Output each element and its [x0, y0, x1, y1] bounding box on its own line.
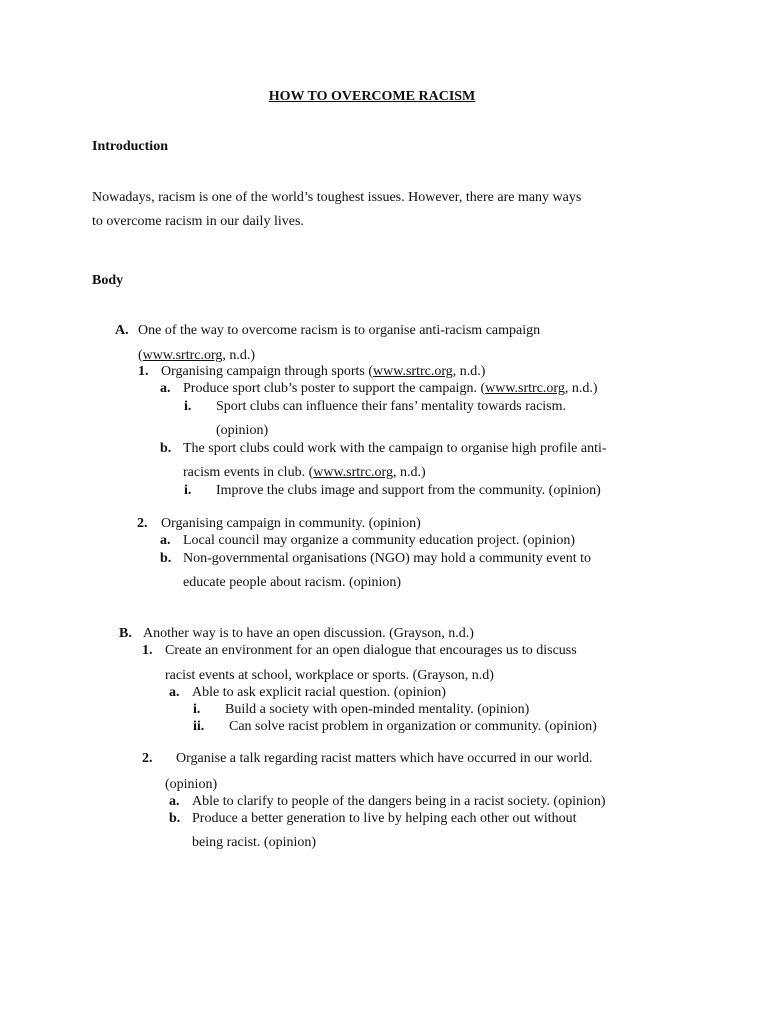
- section-b-marker: B.: [119, 626, 132, 641]
- a1b-line-1: The sport clubs could work with the campaign to organise high profile anti-: [183, 441, 607, 456]
- section-b-text: Another way is to have an open discussion. (Grayson, n.d.): [143, 626, 474, 641]
- section-a-line-2: [138, 348, 255, 364]
- srtrc-link[interactable]: www.srtrc.org: [313, 465, 393, 480]
- intro-heading: Introduction: [92, 139, 168, 154]
- b1ai-marker: i.: [193, 702, 201, 717]
- b2b-line-1: Produce a better generation to live by helping each other out without: [192, 811, 577, 826]
- b1-line-1: Create an environment for an open dialogue that encourages us to discuss: [165, 643, 577, 658]
- section-a-marker: A.: [115, 323, 129, 338]
- b1-marker: 1.: [142, 643, 153, 658]
- a1-text: [161, 364, 485, 380]
- section-a-line-2-post: , n.d.): [222, 348, 256, 363]
- a1-post: , n.d.): [452, 364, 486, 379]
- body-heading: Body: [92, 273, 124, 288]
- a2a-marker: a.: [160, 533, 171, 548]
- a1a-marker: a.: [160, 381, 171, 396]
- b1ai-text: Build a society with open-minded mentality. (opinion): [225, 702, 530, 717]
- a1-pre: Organising campaign through sports (: [161, 364, 374, 379]
- a2-text: Organising campaign in community. (opinion): [161, 516, 421, 531]
- document-title: HOW TO OVERCOME RACISM: [268, 89, 476, 104]
- a1-marker: 1.: [138, 364, 149, 379]
- a1b-marker: b.: [160, 441, 172, 456]
- b2a-text: Able to clarify to people of the dangers being in a racist society. (opinion): [192, 794, 606, 809]
- a2b-marker: b.: [160, 551, 172, 566]
- a1ai-line-1: Sport clubs can influence their fans’ mentality towards racism.: [216, 399, 567, 414]
- b1a-marker: a.: [169, 685, 180, 700]
- srtrc-link[interactable]: www.srtrc.org: [485, 381, 565, 396]
- b1aii-marker: ii.: [193, 719, 205, 734]
- a2b-line-1: Non-governmental organisations (NGO) may hold a community event to: [183, 551, 591, 566]
- b2-marker: 2.: [142, 751, 153, 766]
- a1ai-marker: i.: [184, 399, 192, 414]
- a1b-line-2: [183, 465, 426, 481]
- a1b-line-2-pre: racism events in club. (: [183, 465, 314, 480]
- b1a-text: Able to ask explicit racial question. (opinion): [192, 685, 446, 700]
- section-a-line-1: One of the way to overcome racism is to organise anti-racism campaign: [138, 323, 541, 338]
- a2-marker: 2.: [137, 516, 148, 531]
- a1a-pre: Produce sport club’s poster to support the campaign. (: [183, 381, 486, 396]
- a2b-line-2: educate people about racism. (opinion): [183, 575, 402, 590]
- srtrc-link[interactable]: www.srtrc.org: [373, 364, 453, 379]
- a1ai-line-2: (opinion): [216, 423, 269, 438]
- b2b-line-2: being racist. (opinion): [192, 835, 317, 850]
- section-a-line-2-pre: (: [138, 348, 143, 363]
- a1bi-marker: i.: [184, 483, 192, 498]
- a1b-line-2-post: , n.d.): [392, 465, 426, 480]
- b1aii-text: Can solve racist problem in organization or community. (opinion): [229, 719, 597, 734]
- intro-line-2: to overcome racism in our daily lives.: [92, 214, 304, 229]
- intro-line-1: Nowadays, racism is one of the world’s toughest issues. However, there are many ways: [92, 190, 582, 205]
- a1a-post: , n.d.): [564, 381, 598, 396]
- b2-line-2: (opinion): [165, 777, 218, 792]
- srtrc-link[interactable]: www.srtrc.org: [142, 348, 223, 363]
- a1bi-text: Improve the clubs image and support from the community. (opinion): [216, 483, 601, 498]
- b1-line-2: racist events at school, workplace or sports. (Grayson, n.d): [165, 668, 494, 683]
- b2b-marker: b.: [169, 811, 181, 826]
- a2a-text: Local council may organize a community education project. (opinion): [183, 533, 575, 548]
- b2a-marker: a.: [169, 794, 180, 809]
- a1a-text: [183, 381, 598, 397]
- b2-line-1: Organise a talk regarding racist matters which have occurred in our world.: [176, 751, 593, 766]
